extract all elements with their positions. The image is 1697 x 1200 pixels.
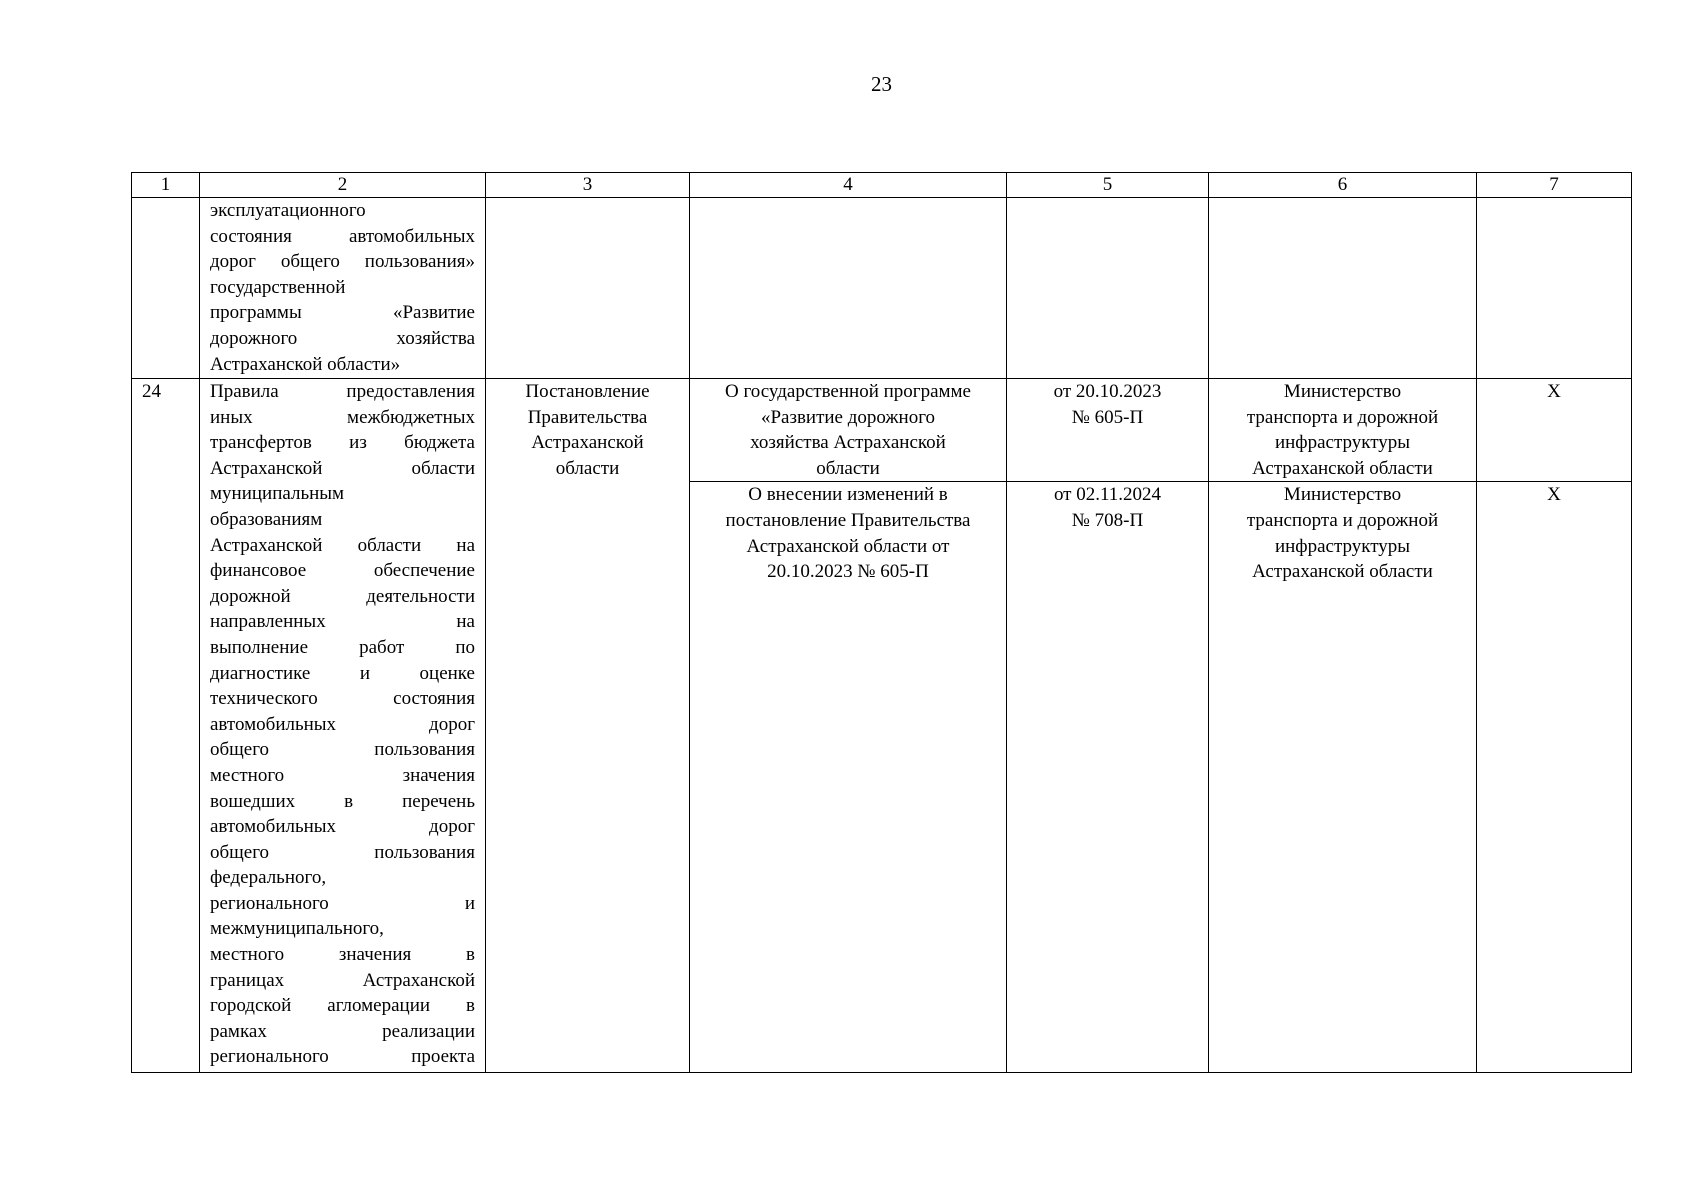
- text-line: автомобильных дорог: [210, 713, 475, 735]
- header-cell-7: 7: [1477, 173, 1632, 198]
- text-line: постановление Правительства: [725, 509, 971, 531]
- text-line: выполнение работ по: [210, 636, 475, 658]
- header-cell-3: 3: [486, 173, 690, 198]
- header-cell-1: 1: [132, 173, 200, 198]
- text-line: О государственной программе: [724, 381, 971, 402]
- header-cell-2: 2: [200, 173, 486, 198]
- text-line: от 02.11.2024: [1053, 484, 1162, 506]
- text-line: 20.10.2023 № 605-П: [767, 561, 929, 583]
- text-line: дорожной деятельности: [210, 585, 475, 607]
- text-line: инфраструктуры: [1274, 432, 1411, 454]
- text-line: Министерство: [1283, 381, 1402, 402]
- text-line: технического состояния: [210, 688, 475, 710]
- text-line: общего пользования: [210, 841, 475, 863]
- text-line: хозяйства Астраханской: [750, 432, 946, 454]
- header-cell-4: 4: [690, 173, 1007, 198]
- text-line: Правительства: [527, 406, 648, 428]
- text-line: транспорта и дорожной: [1246, 509, 1439, 531]
- text-line: рамках реализации: [210, 1020, 475, 1042]
- text-line: диагностике и оценке: [210, 662, 475, 684]
- text-line: муниципальным: [210, 483, 345, 505]
- continuation-note-cell: [1477, 198, 1632, 379]
- text-line: дорожного хозяйства: [210, 327, 475, 349]
- row-number-cell: 24: [132, 379, 200, 1073]
- text-line: федерального,: [210, 867, 327, 889]
- text-line: области: [816, 457, 880, 479]
- continuation-number-cell: [132, 198, 200, 379]
- header-cell-5: 5: [1007, 173, 1209, 198]
- text-line: Астраханской: [531, 432, 644, 454]
- text-line: городской агломерации в: [210, 995, 475, 1017]
- text-line: № 708-П: [1071, 509, 1144, 531]
- text-line: Астраханской области: [210, 457, 475, 479]
- doc-title-cell-a: [690, 379, 1007, 482]
- text-line: автомобильных дорог: [210, 816, 475, 838]
- text-line: Астраханской области: [1252, 561, 1433, 583]
- text-line: Астраханской области»: [210, 353, 401, 375]
- table-row-continuation: [132, 198, 1632, 379]
- text-line: вошедших в перечень: [210, 790, 475, 812]
- ministry-cell-b: [1209, 482, 1477, 1073]
- text-line: межмуниципального,: [210, 918, 384, 940]
- text-line: иных межбюджетных: [210, 406, 475, 428]
- continuation-title-cell: [200, 198, 486, 379]
- row-title-cell: [200, 379, 486, 1073]
- text-line: транспорта и дорожной: [1246, 406, 1439, 428]
- doc-type-cell: [486, 379, 690, 1073]
- text-line: О внесении изменений в: [748, 484, 948, 506]
- doc-date-cell-b: [1007, 482, 1209, 1073]
- ministry-cell-a: [1209, 379, 1477, 482]
- text-line: финансовое обеспечение: [210, 560, 475, 582]
- text-line: регионального проекта: [210, 1046, 475, 1068]
- text-line: дорог общего пользования»: [210, 251, 475, 273]
- document-table: [131, 172, 1632, 1073]
- text-line: общего пользования: [210, 739, 475, 761]
- text-line: Постановление: [525, 381, 650, 402]
- note-cell-a: Х: [1477, 379, 1632, 482]
- text-line: местного значения в: [210, 944, 475, 966]
- header-cell-6: 6: [1209, 173, 1477, 198]
- text-line: Астраханской области: [1252, 457, 1433, 479]
- continuation-doc-date-cell: [1007, 198, 1209, 379]
- doc-title-cell-b: [690, 482, 1007, 1073]
- text-line: инфраструктуры: [1274, 535, 1411, 557]
- text-line: границах Астраханской: [210, 969, 475, 991]
- text-line: регионального и: [210, 892, 475, 914]
- text-line: местного значения: [210, 764, 475, 786]
- text-line: трансфертов из бюджета: [210, 432, 475, 454]
- text-line: от 20.10.2023: [1053, 381, 1162, 402]
- text-line: Астраханской области от: [746, 535, 950, 557]
- text-line: Министерство: [1283, 484, 1402, 506]
- table-header-row: [132, 173, 1632, 198]
- continuation-doc-type-cell: [486, 198, 690, 379]
- text-line: «Развитие дорожного: [760, 406, 936, 428]
- text-line: эксплуатационного: [210, 200, 366, 221]
- text-line: направленных на: [210, 611, 475, 633]
- text-line: образованиям: [210, 508, 323, 530]
- text-line: государственной: [210, 276, 346, 298]
- page-number: 23: [871, 72, 892, 96]
- table-row-24-a: [132, 379, 1632, 482]
- note-cell-b: Х: [1477, 482, 1632, 1073]
- text-line: программы «Развитие: [210, 302, 475, 324]
- doc-date-cell-a: [1007, 379, 1209, 482]
- continuation-doc-title-cell: [690, 198, 1007, 379]
- text-line: области: [555, 457, 620, 479]
- continuation-ministry-cell: [1209, 198, 1477, 379]
- text-line: Астраханской области на: [210, 534, 475, 556]
- text-line: № 605-П: [1071, 406, 1144, 428]
- text-line: Правила предоставления: [210, 381, 475, 402]
- text-line: состояния автомобильных: [210, 225, 475, 247]
